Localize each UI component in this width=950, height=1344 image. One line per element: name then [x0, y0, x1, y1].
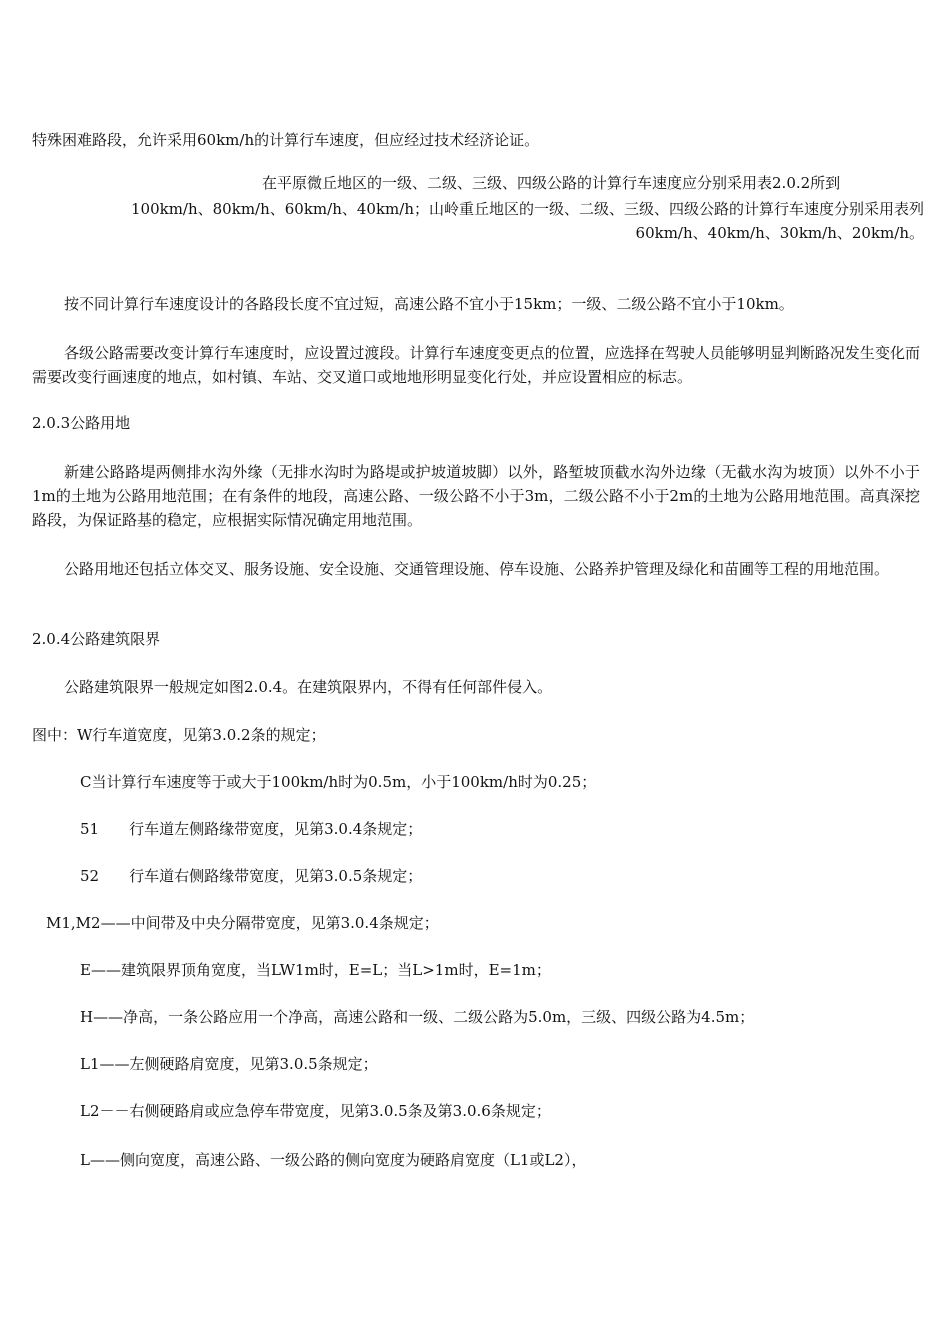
legend-e: E——建筑限界顶角宽度，当LW1m时，E=L；当L>1m时，E=1m； — [80, 961, 551, 979]
paragraph-clearance: 公路建筑限界一般规定如图2.0.4。在建筑限界内，不得有任何部件侵入。 — [64, 678, 553, 696]
paragraph-speed-line-2: 100km/h、80km/h、60km/h、40km/h；山岭重丘地区的一级、二级、三级、四级公路的计算行车速度分别采用表列 — [130, 200, 924, 218]
legend-52: 52 行车道右侧路缘带宽度，见第3.0.5条规定； — [80, 867, 423, 885]
paragraph-special-sections: 特殊困难路段，允许采用60km/h的计算行车速度，但应经过技术经济论证。 — [32, 131, 540, 149]
legend-w: 图中：W行车道宽度，见第3.0.2条的规定； — [32, 726, 326, 744]
legend-h: H——净高，一条公路应用一个净高，高速公路和一级、二级公路为5.0m，三级、四级公路为4.5m； — [80, 1008, 755, 1026]
legend-m1-m2: M1,M2——中间带及中央分隔带宽度，见第3.0.4条规定； — [46, 914, 439, 932]
heading-2-0-4: 2.0.4公路建筑限界 — [32, 630, 161, 648]
legend-l2: L2－－右侧硬路肩或应急停车带宽度，见第3.0.5条及第3.0.6条规定； — [80, 1102, 551, 1120]
paragraph-speed-line-1: 在平原微丘地区的一级、二级、三级、四级公路的计算行车速度应分别采用表2.0.2所到 — [262, 174, 841, 192]
paragraph-land-range: 新建公路路堤两侧排水沟外缘（无排水沟时为路堤或护坡道坡脚）以外，路堑坡顶截水沟外边缘（无截水沟为坡顶）以外不小于1m的土地为公路用地范围；在有条件的地段，高速公路、一级公路不小于3m，二级公路不小于2m的土地为公路用地范围。高真深挖路段，为保证路基的稳定，应根据实际情况确定用地范围。 — [32, 463, 920, 529]
legend-l: L——侧向宽度，高速公路、一级公路的侧向宽度为硬路肩宽度（L1或L2）， — [80, 1151, 587, 1169]
legend-51: 51 行车道左侧路缘带宽度，见第3.0.4条规定； — [80, 820, 423, 838]
paragraph-speed-line-3: 60km/h、40km/h、30km/h、20km/h。 — [635, 224, 924, 242]
paragraph-section-length: 按不同计算行车速度设计的各路段长度不宜过短，高速公路不宜小于15km；一级、二级公路不宜小于10km。 — [64, 295, 794, 313]
paragraph-land-extra: 公路用地还包括立体交叉、服务设施、安全设施、交通管理设施、停车设施、公路养护管理及绿化和苗圃等工程的用地范围。 — [64, 560, 890, 578]
paragraph-transition: 各级公路需要改变计算行车速度时，应设置过渡段。计算行车速度变更点的位置，应选择在驾驶人员能够明显判断路况发生变化而需要改变行画速度的地点，如村镇、车站、交叉道口或地地形明显变化行处，并应设置相应的标志。 — [32, 344, 920, 386]
heading-2-0-3: 2.0.3公路用地 — [32, 414, 131, 432]
legend-l1: L1——左侧硬路肩宽度，见第3.0.5条规定； — [80, 1055, 378, 1073]
legend-c: C当计算行车速度等于或大于100km/h时为0.5m，小于100km/h时为0.25； — [80, 773, 597, 791]
